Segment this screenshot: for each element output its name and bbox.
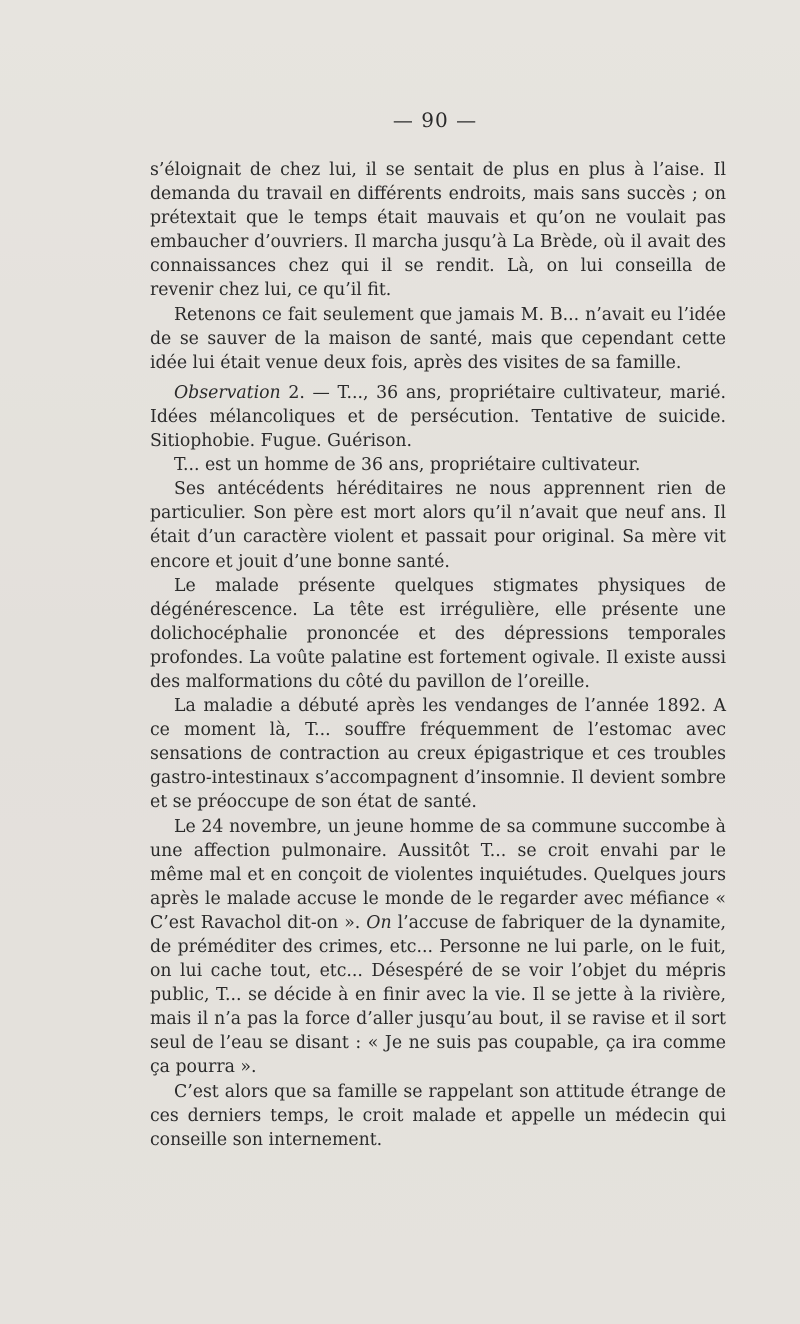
paragraph-novembre: [150, 815, 726, 1080]
paragraph-intro: T... est un homme de 36 ans, propriétaire cultivateur.: [174, 455, 641, 476]
page-text: [150, 158, 726, 1152]
novembre-text-b: l’accuse de fabriquer de la dynamite, de préméditer des crimes, etc... Personne ne lui parle, on le fuit, on lui cache tout, etc... Désespéré de se voir l’objet du mépris public, T... se décide à en finir avec la vie. Il se jette à la rivière, mais il n’a pas la force d’aller jusqu’au bout, il se ravise et il sort seul de l’eau se disant : « Je ne suis pas coupable, ça ira comme ça pourra ».: [150, 912, 727, 1078]
paragraph-retenons: Retenons ce fait seulement que jamais M. B... n’avait eu l’idée de se sauver de la maison de santé, mais que cependant cette idée lui était venue deux fois, après des visites de sa famille.: [150, 304, 726, 373]
page-number: — 90 —: [392, 108, 478, 132]
paragraph-continuation: s’éloignait de chez lui, il se sentait de plus en plus à l’aise. Il demanda du travail en différents endroits, mais sans succès ; on prétextait que le temps était mauvais et qu’on ne voulait pas embaucher d’ouvriers. Il marcha jusqu’à La Brède, où il avait des connaissances chez qui il se rendit. Là, on lui conseilla de revenir chez lui, ce qu’il fit.: [150, 160, 726, 301]
paragraph-stigmates: Le malade présente quelques stigmates physiques de dégénérescence. La tête est irrégulière, elle présente une dolichocéphalie prononcée et des dépressions temporales profondes. La voûte palatine est fortement ogivale. Il existe aussi des malformations du côté du pavillon de l’oreille.: [150, 575, 726, 692]
observation-summary: 2. — T..., 36 ans, propriétaire cultivateur, marié. Idées mélancoliques et de persécution. Tentative de suicide. Sitiophobie. Fugue. Guérison.: [150, 382, 726, 452]
novembre-text-a: Le 24 novembre, un jeune homme de sa commune succombe à une affection pulmonaire. Aussitôt T... se croit envahi par le même mal et en conçoit de violentes inquiétudes. Quelques jours après le malade accuse le monde de le regarder avec méfiance « C’est Ravachol dit-on ».: [150, 816, 726, 933]
paragraph-antecedents: Ses antécédents héréditaires ne nous apprennent rien de particulier. Son père est mort alors qu’il n’avait que neuf ans. Il était d’un caractère violent et passait pour original. Sa mère vit encore et jouit d’une bonne santé.: [150, 479, 726, 572]
observation-heading: [150, 381, 726, 453]
novembre-italic: On: [366, 912, 392, 933]
paragraph-maladie: La maladie a débuté après les vendanges de l’année 1892. A ce moment là, T... souffre fréquemment de l’estomac avec sensations de contraction au creux épigastrique et ces troubles gastro-intestinaux s’accompagnent d’insomnie. Il devient sombre et se préoccupe de son état de santé.: [150, 696, 726, 813]
observation-label: Observation: [174, 382, 281, 403]
paragraph-final: C’est alors que sa famille se rappelant son attitude étrange de ces derniers temps, le croit malade et appelle un médecin qui conseille son internement.: [150, 1081, 726, 1150]
